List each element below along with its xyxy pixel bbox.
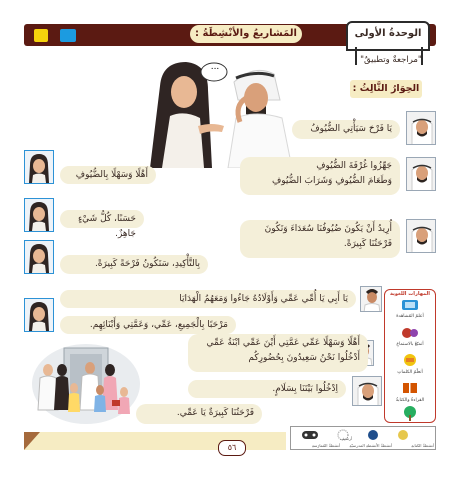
activities-title: المَشاريعُ والأنْشِطَةُ : — [190, 25, 302, 43]
reading-icon[interactable] — [400, 380, 420, 396]
man-avatar — [406, 219, 436, 253]
dialogue-bubble-5-line1: أُرِيدُ أَنْ يَكُونَ ضُيُوفُنَا سُعَدَاءَ وَتَكُونَ — [264, 224, 392, 234]
page-number: ٥٦ — [218, 440, 246, 456]
woman-avatar — [24, 298, 54, 332]
dialogue-bubble-6: بِالتَّأْكِيدِ، سَتَكُونُ فَرْحَةً كَبِيرَةً. — [60, 255, 208, 274]
woman-avatar — [24, 240, 54, 274]
listening-icon[interactable] — [400, 325, 420, 341]
unit-subtitle: "مراجعةٌ وتطبيقٌ" — [360, 55, 422, 65]
dialogue-bubble-9 — [188, 334, 368, 372]
footer-bar — [24, 432, 286, 450]
boy-avatar — [360, 286, 382, 312]
bottom-strip-label: أرشيف — [340, 436, 352, 441]
yellow-square-icon — [34, 29, 48, 42]
writing-icon[interactable] — [396, 429, 410, 441]
man-avatar — [352, 376, 382, 406]
watch-icon[interactable] — [400, 298, 420, 312]
words-icon[interactable] — [400, 352, 420, 368]
unit-title: الوحدةُ الأولى — [346, 21, 430, 51]
dialogue-title: الحِوَارُ الثَّالِثُ : — [350, 80, 422, 98]
dialogue-bubble-1: يَا فَرْحَ سَيَأْتِي الضُّيُوفُ — [292, 120, 400, 139]
dialogue-bubble-9-line1: أَهْلًا وَسَهْلًا عَمِّي عَمَّتِي أَيْنَ عَمِّي ابْنَةُ عَمِّي — [206, 338, 360, 348]
woman-avatar — [24, 150, 54, 184]
dialogue-bubble-2-line1: جَهِّزُوا غُرْفَةَ الضُّيُوفِ — [316, 161, 392, 171]
school-activity-icon[interactable] — [366, 429, 380, 441]
bottom-strip-label: أنشطةُ المُمارَسةِ — [311, 443, 340, 448]
dialogue-bubble-3: أَهْلًا وَسَهْلًا بِالضُّيُوفِ — [60, 166, 156, 184]
dialogue-bubble-4: حَسَنًا، كُلُّ شَيْءٍ جَاهِزٌ. — [60, 210, 144, 228]
sidebar-item-label: أتعلّمُ الكلماتِ — [397, 370, 423, 375]
dialogue-bubble-2-line2: وَطَعَامَ الضُّيُوفِ وَشَرَابَ الضُّيُوفِ — [271, 176, 392, 186]
dialogue-bubble-2 — [240, 157, 400, 195]
blue-square-icon — [60, 29, 76, 42]
bottom-strip-label: أنشطةُ الأنشطةِ المدرسيّةِ — [349, 443, 392, 448]
dialogue-bubble-11: فَرْحَتُنَا كَبِيرَةٌ يَا عَمِّي. — [136, 404, 262, 424]
family-illustration — [30, 340, 142, 424]
sidebar-item-label: القراءةُ والكتابةُ — [395, 398, 425, 403]
dialogue-bubble-5-line2: فَرْحَتُنَا كَبِيرَةً. — [343, 239, 392, 249]
dialogue-bubble-8: مَرْحَبًا بِالْجَمِيعِ، عَمِّي، وَعَمَّتِي وَأَبْنَائِهِم. — [60, 316, 236, 334]
man-avatar — [406, 111, 436, 145]
bottom-strip-label: أنشطةُ الكتابةِ — [411, 443, 434, 448]
man-avatar — [406, 157, 436, 191]
dialogue-bubble-7: يَا أَبِي يَا أُمِّي عَمِّي وَأَوْلَادُهُ جَاءُوا وَمَعَهُمُ الْهَدَايَا — [60, 290, 356, 308]
tree-icon — [388, 405, 432, 421]
dialogue-bubble-9-line2: أَدْخُلُوا نَحْنُ سَعِيدُونَ بِحُضُورِكُم — [248, 353, 360, 363]
speech-bubble-text: ... — [210, 62, 220, 72]
dialogue-bubble-5 — [240, 220, 400, 258]
sidebar-item-label: أتمتّعُ بالاستماعِ — [396, 342, 424, 347]
woman-avatar — [24, 198, 54, 232]
language-skills-title: المهارات اللغوية — [390, 291, 430, 297]
sidebar-item-label: أعلمُ المُشاهَدةَ — [396, 314, 424, 319]
gamepad-icon[interactable] — [300, 429, 320, 441]
footer-accent — [24, 432, 40, 450]
couple-illustration — [142, 56, 310, 168]
dialogue-bubble-10: اِدْخُلُوا بَيْتَنَا بِسَلَامٍ. — [188, 380, 346, 398]
